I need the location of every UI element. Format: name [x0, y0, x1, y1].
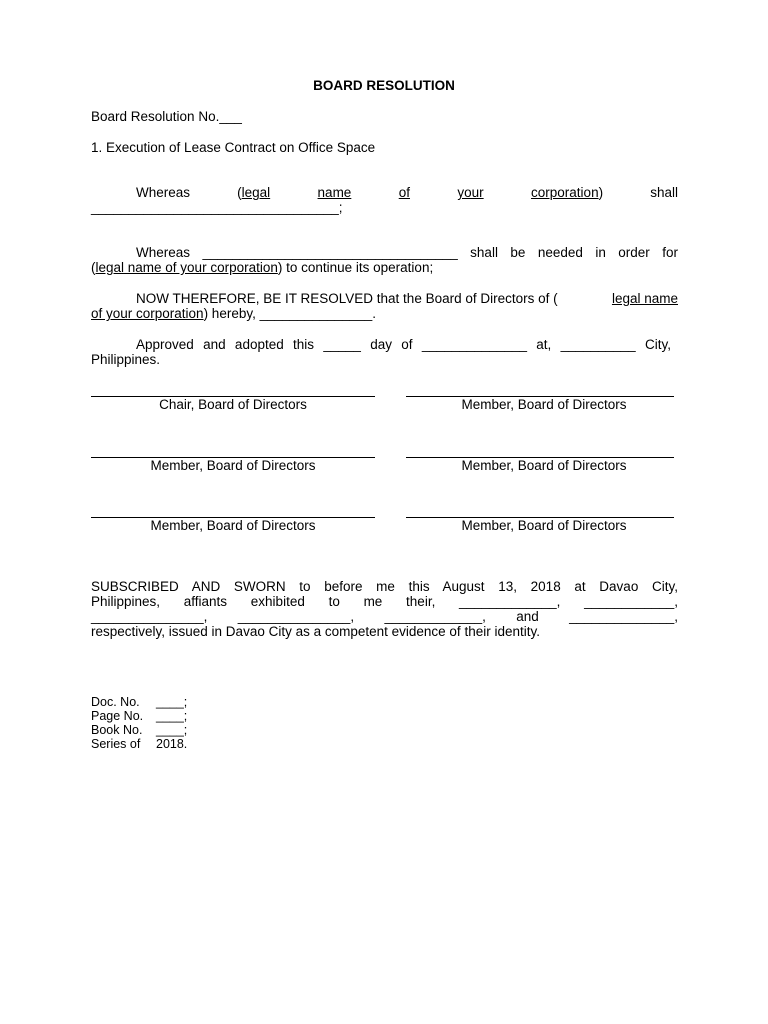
notary-line-4: respectively, issued in Davao City as a competent evidence of their identity. — [91, 624, 540, 639]
signatory-label: Member, Board of Directors — [461, 397, 627, 412]
resolved-line-2: of your corporation) hereby, _______________. — [91, 306, 376, 321]
doc-no-row: Doc. No. ____; — [91, 695, 188, 709]
series-row: Series of 2018. — [91, 737, 188, 751]
notary-line-2: Philippines, affiants exhibited to me their, _____________, ____________, — [91, 594, 678, 609]
approved-line-1: Approved and adopted this _____ day of ______________ at, __________ City, — [136, 337, 671, 352]
whereas-1-line-1 — [136, 185, 678, 200]
signatory-label: Member, Board of Directors — [461, 518, 627, 533]
signatory-label: Chair, Board of Directors — [159, 397, 307, 412]
whereas-word: Whereas — [136, 185, 191, 200]
resolved-line-1: NOW THEREFORE, BE IT RESOLVED that the Board of Directors of ( legal name — [136, 291, 678, 306]
legal-name-placeholder-1: (legal name of your corporation) — [237, 185, 604, 200]
signatory-label: Member, Board of Directors — [150, 458, 316, 473]
whereas-2-line-1: Whereas __________________________________ shall be needed in order for — [136, 245, 678, 260]
whereas-1-blank: _________________________________; — [91, 200, 343, 215]
document-title: BOARD RESOLUTION — [313, 78, 455, 93]
whereas-2-line-2: (legal name of your corporation) to continue its operation; — [91, 260, 434, 275]
signatory-label: Member, Board of Directors — [150, 518, 316, 533]
legal-name-placeholder-2: legal name of your corporation — [95, 260, 278, 275]
shall-word: shall — [650, 185, 678, 200]
resolution-number: Board Resolution No.___ — [91, 109, 242, 124]
book-no-row: Book No. ____; — [91, 723, 188, 737]
notary-line-1: SUBSCRIBED AND SWORN to before me this August 13, 2018 at Davao City, — [91, 579, 678, 594]
notary-line-3: _______________, _______________, _____________, and ______________, — [91, 609, 678, 624]
legal-name-placeholder-3b: of your corporation — [91, 306, 204, 321]
approved-line-2: Philippines. — [91, 352, 161, 367]
page-no-row: Page No. ____; — [91, 709, 188, 723]
resolution-item: 1. Execution of Lease Contract on Office Space — [91, 140, 376, 155]
signatory-label: Member, Board of Directors — [461, 458, 627, 473]
legal-name-placeholder-3a: legal name — [611, 291, 678, 306]
